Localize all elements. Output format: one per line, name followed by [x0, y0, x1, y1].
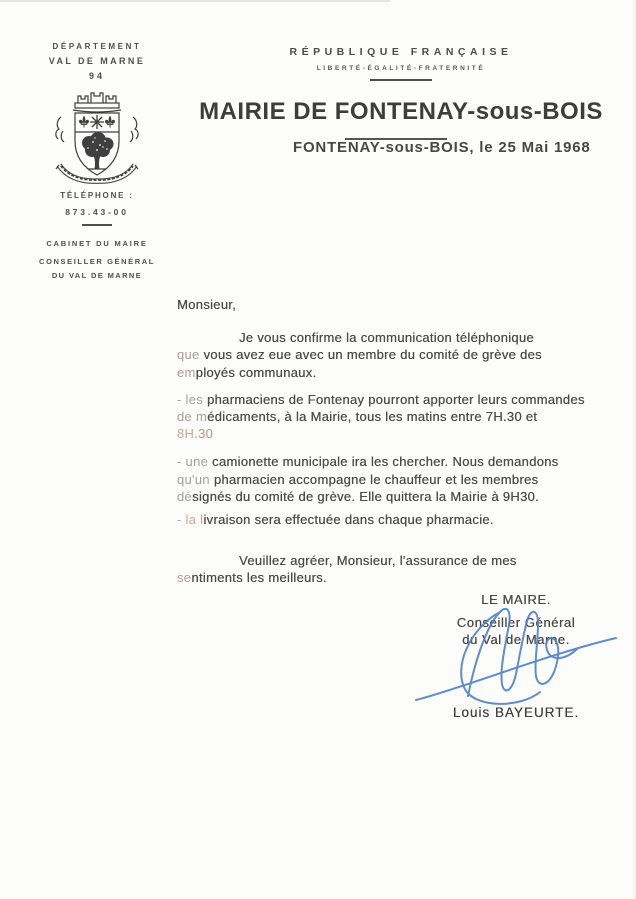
phone-number: 873.43-00: [65, 207, 129, 217]
letter-line: - les pharmaciens de Fontenay pourront apporter leurs commandes: [177, 391, 585, 407]
national-motto: LIBERTÉ-ÉGALITÉ-FRATERNITÉ: [316, 65, 486, 72]
signer-name: Louis BAYEURTE.: [452, 705, 580, 720]
letter-line: employés communaux.: [177, 364, 317, 380]
letterhead-center: [168, 46, 634, 81]
department-label: DÉPARTEMENT: [52, 42, 142, 51]
paper-edge-shading: [632, 0, 636, 899]
coat-of-arms-icon: [51, 87, 143, 185]
letter-line: Je vous confirme la communication téléphonique: [239, 330, 534, 346]
letter-line: 8H.30: [177, 426, 214, 442]
department-name: VAL DE MARNE: [48, 56, 146, 66]
signer-title: LE MAIRE.: [481, 592, 551, 607]
letter-body: [177, 296, 589, 587]
office-line-valdemarne: DU VAL DE MARNE: [51, 271, 143, 280]
letter-line: de médicaments, à la Mairie, tous les matins entre 7H.30 et: [177, 409, 538, 425]
signer-role-line2: du Val de Marne.: [462, 632, 570, 647]
closing-paragraph: [177, 552, 589, 586]
paragraph-3: [177, 453, 589, 505]
mairie-title: MAIRIE DE FONTENAY-sous-BOIS: [199, 98, 603, 125]
letter-line: - la livraison sera effectuée dans chaque pharmacie.: [177, 512, 494, 528]
paragraph-4: [177, 511, 589, 528]
letter-line: désignés du comité de grève. Elle quittera la Mairie à 9H30.: [177, 488, 539, 504]
phone-label: TÉLÉPHONE :: [60, 191, 134, 200]
office-line-cabinet: CABINET DU MAIRE: [46, 239, 148, 248]
salutation: Monsieur,: [177, 297, 237, 312]
place-and-date: FONTENAY-sous-BOIS, le 25 Mai 1968: [293, 139, 591, 156]
letter-line: sentiments les meilleurs.: [177, 570, 327, 586]
letter-line: que vous avez eue avec un membre du comité de grève des: [177, 347, 542, 363]
republic-heading: RÉPUBLIQUE FRANÇAISE: [289, 46, 513, 58]
paragraph-2: [177, 391, 589, 443]
phone-divider: [82, 224, 112, 226]
department-number: 94: [88, 71, 105, 81]
letter-line: Veuillez agréer, Monsieur, l'assurance de mes: [239, 553, 517, 569]
letter-line: qu'un pharmacien accompagne le chauffeur et les membres: [177, 471, 539, 487]
office-line-conseiller: CONSEILLER GÉNÉRAL: [39, 257, 155, 266]
paragraph-1: [177, 329, 589, 381]
signature-block: [438, 592, 594, 648]
signer-role-line1: Conseiller Général: [456, 615, 576, 630]
motto-divider: [370, 79, 432, 81]
letterhead-sidebar: [36, 42, 158, 280]
letter-line: - une camionette municipale ira les chercher. Nous demandons: [177, 454, 559, 470]
